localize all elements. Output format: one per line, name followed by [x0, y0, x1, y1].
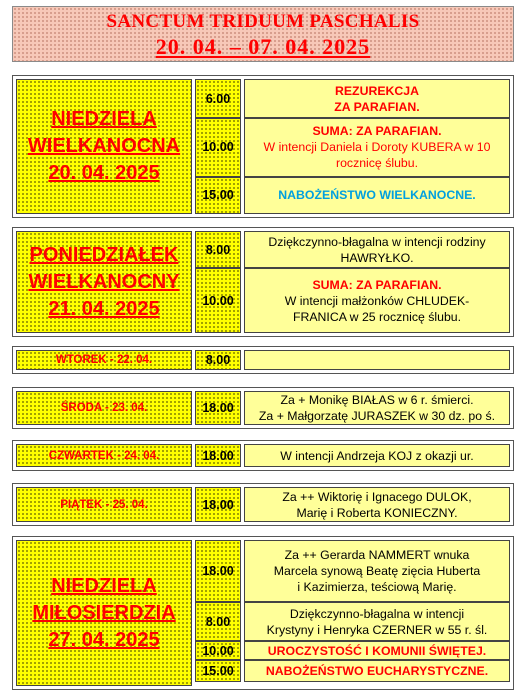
- intention-line: W intencji Andrzeja KOJ z okazji ur.: [280, 448, 474, 463]
- intention-line: NABOŻEŃSTWO WIELKANOCNE.: [278, 188, 476, 203]
- day-block: [12, 346, 514, 374]
- mass-time: 18.00: [195, 540, 241, 602]
- mass-time: 18.00: [195, 487, 241, 522]
- mass-intention: [244, 79, 510, 118]
- day-block: [12, 440, 514, 471]
- mass-time: 8.00: [195, 231, 241, 268]
- mass-time: 8.00: [195, 602, 241, 641]
- intention-line: REZUREKCJA: [334, 83, 420, 98]
- mass-row: [195, 444, 510, 467]
- mass-time: 15.00: [195, 660, 241, 682]
- day-label-line: PIĄTEK - 25. 04.: [60, 498, 148, 511]
- intention-line: UROCZYSTOŚĆ I KOMUNII ŚWIĘTEJ.: [267, 643, 487, 658]
- mass-row: [195, 177, 510, 214]
- mass-row: [195, 660, 510, 682]
- day-label: [16, 231, 192, 333]
- mass-row: [195, 391, 510, 425]
- mass-intention: [244, 118, 510, 176]
- intention-line: Za + Małgorzatę JURASZEK w 30 dz. po ś.: [258, 409, 496, 423]
- mass-row: [195, 350, 510, 370]
- intention-line: SUMA: ZA PARAFIAN.: [312, 124, 442, 139]
- day-label-line: 21. 04. 2025: [48, 297, 160, 320]
- mass-time: 10.00: [195, 268, 241, 333]
- day-block: [12, 536, 514, 690]
- intention-line: i Kazimierza, teściową Marię.: [297, 580, 457, 594]
- mass-time: 10.00: [195, 641, 241, 660]
- mass-row: [195, 602, 510, 641]
- day-label: [16, 540, 192, 686]
- intention-line: ZA PARAFIAN.: [334, 99, 420, 114]
- day-label-line: NIEDZIELA: [51, 574, 157, 597]
- mass-time: 18.00: [195, 391, 241, 425]
- day-label: [16, 350, 192, 370]
- mass-time: 8.00: [195, 350, 241, 370]
- intention-line: Marię i Roberta KONIECZNY.: [296, 505, 458, 520]
- intention-line: W intencji Daniela i Doroty KUBERA w 10: [263, 140, 491, 155]
- intention-line: Dziękczynno-błagalna w intencji rodziny: [268, 234, 486, 249]
- intention-line: HAWRYŁKO.: [340, 250, 414, 265]
- mass-row: [195, 118, 510, 176]
- mass-time: 15.00: [195, 177, 241, 214]
- intention-line: W intencji małżonków CHLUDEK-: [284, 293, 470, 308]
- intention-line: Marcela synową Beatę zięcia Huberta: [273, 564, 481, 578]
- day-label-line: WIELKANOCNY: [28, 270, 180, 293]
- day-label-line: PONIEDZIAŁEK: [29, 243, 179, 266]
- intention-line: Dziękczynno-błagalna w intencji: [289, 606, 465, 621]
- day-label-line: WTOREK - 22. 04.: [55, 354, 153, 366]
- header-title: SANCTUM TRIDUUM PASCHALIS: [106, 11, 420, 32]
- intention-line: rocznicę ślubu.: [335, 156, 419, 171]
- intention-line: Za + Monikę BIAŁAS w 6 r. śmierci.: [280, 393, 474, 407]
- day-label: [16, 79, 192, 214]
- mass-intention: [244, 444, 510, 467]
- intention-line: SUMA: ZA PARAFIAN.: [312, 277, 442, 292]
- mass-intention: [244, 660, 510, 682]
- mass-time: 6.00: [195, 79, 241, 118]
- day-label-line: NIEDZIELA: [51, 108, 157, 130]
- intention-line: Krystyny i Henryka CZERNER w 55 r. śl.: [266, 622, 488, 637]
- schedule-header: [12, 6, 514, 62]
- mass-time: 18.00: [195, 444, 241, 467]
- day-label-line: ŚRODA - 23. 04.: [60, 402, 148, 414]
- intention-line: FRANICA w 25 rocznicę ślubu.: [292, 309, 462, 324]
- mass-row: [195, 487, 510, 522]
- day-label: [16, 444, 192, 467]
- mass-row: [195, 641, 510, 660]
- mass-intention: [244, 350, 510, 370]
- day-block: [12, 387, 514, 429]
- day-label-line: 20. 04. 2025: [48, 162, 160, 184]
- intention-line: Za ++ Wiktorię i Ignacego DULOK,: [282, 489, 472, 504]
- mass-intention: [244, 268, 510, 333]
- mass-intention: [244, 231, 510, 268]
- mass-row: [195, 540, 510, 602]
- day-label: [16, 391, 192, 425]
- header-dates: 20. 04. – 07. 04. 2025: [155, 34, 371, 59]
- day-label-line: WIELKANOCNA: [27, 135, 181, 157]
- day-label-line: CZWARTEK - 24. 04.: [48, 449, 160, 462]
- day-label-line: MIŁOSIERDZIA: [32, 601, 176, 624]
- mass-time: 10.00: [195, 118, 241, 176]
- intention-line: NABOŻEŃSTWO EUCHARYSTYCZNE.: [265, 664, 489, 678]
- mass-row: [195, 268, 510, 333]
- day-block: [12, 227, 514, 337]
- mass-intention: [244, 177, 510, 214]
- day-block: [12, 483, 514, 526]
- mass-intention: [244, 391, 510, 425]
- day-label-line: 27. 04. 2025: [48, 628, 160, 651]
- intention-line: Za ++ Gerarda NAMMERT wnuka: [284, 548, 470, 562]
- mass-row: [195, 231, 510, 268]
- day-block: [12, 75, 514, 218]
- mass-intention: [244, 602, 510, 641]
- mass-row: [195, 79, 510, 118]
- mass-intention: [244, 487, 510, 522]
- mass-intention: [244, 540, 510, 602]
- day-label: [16, 487, 192, 522]
- mass-intention: [244, 641, 510, 660]
